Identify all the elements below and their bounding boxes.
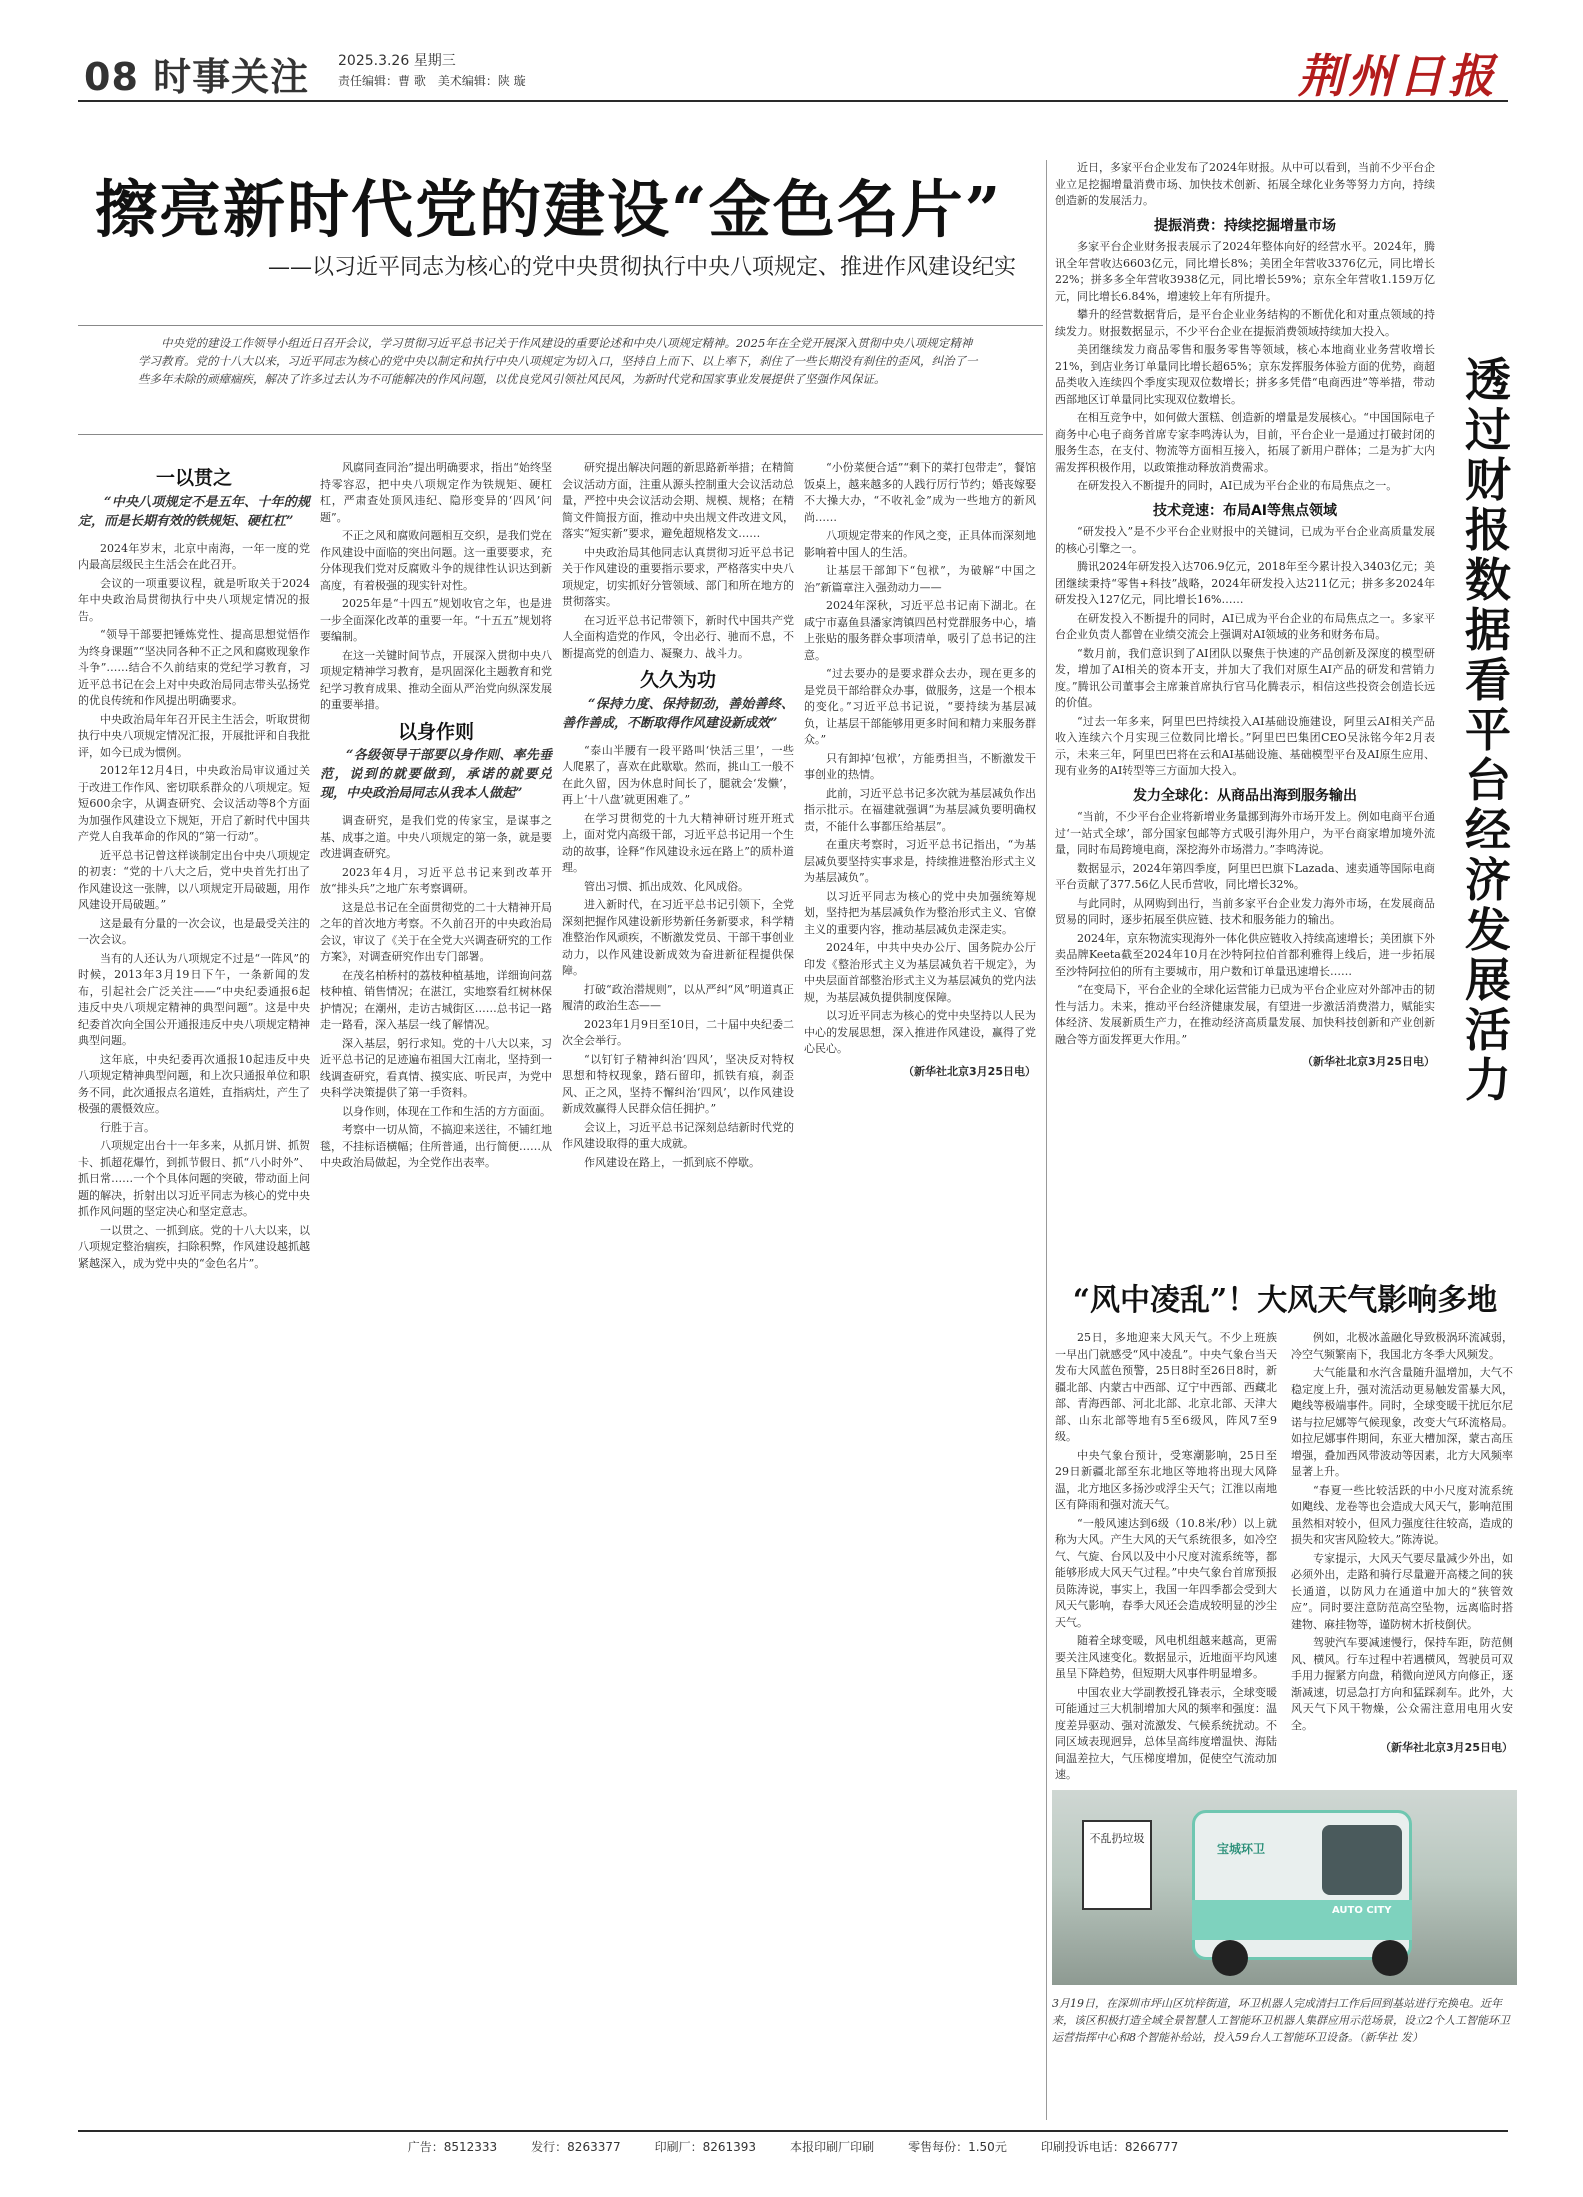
section-heading-2: 以身作则 [397, 720, 474, 743]
newspaper-masthead-logo: 荆州日报 [1298, 49, 1498, 103]
paragraph: 调查研究，是我们党的传家宝，是谋事之基、成事之道。中央八项规定的第一条，就是要改进调查研究。 [320, 814, 552, 860]
paragraph: “领导干部要把锤炼党性、提高思想觉悟作为终身课题”“坚决同各种不正之风和腐败现象作斗争”……结合不久前结束的党纪学习教育，习近平总书记在会上对中央政治局同志带头弘扬党的优良传统和作风提出明确要求。 [78, 628, 310, 707]
paragraph: 多家平台企业财务报表展示了2024年整体向好的经营水平。2024年，腾讯全年营收达6603亿元，同比增长8%；美团全年营收3376亿元，同比增长22%；拼多多全年营收3938亿元，同比增长59%；京东全年营收1.159万亿元，同比增长6.84%，增速较上年有所提升。 [1055, 240, 1435, 303]
article-column-1 [78, 460, 310, 2020]
paragraph: 八项规定带来的作风之变，正具体而深刻地影响着中国人的生活。 [804, 529, 1036, 559]
paragraph: 在相互竞争中，如何做大蛋糕、创造新的增量是发展核心。“中国国际电子商务中心电子商务首席专家李鸣涛认为，目前，平台企业一是通过打破封闭的服务生态，在支付、物流等方面相互接入，拓展了新用户群体；二是为扩大内需发挥积极作用，以政策推动释放消费需求。 [1055, 411, 1435, 474]
section-quote-1: “中央八项规定不是五年、十年的规定，而是长期有效的铁规矩、硬杠杠” [78, 494, 310, 529]
paragraph: 在重庆考察时，习近平总书记指出，“为基层减负要坚持实事求是，持续推进整治形式主义为基层减负”。 [804, 838, 1036, 884]
paragraph: 2024年深秋，习近平总书记南下湖北。在咸宁市嘉鱼县潘家湾镇四邑村党群服务中心，墙上张贴的服务群众事项清单，吸引了总书记的注意。 [804, 599, 1036, 662]
finance-vertical-headline: 透过财报数据看平台经济发展活力 [1465, 353, 1511, 1107]
paragraph: 专家提示，大风天气要尽量减少外出，如必须外出，走路和骑行尽量避开高楼之间的狭长通道，以防风力在通道中加大的“狭管效应”。同时要注意防范高空坠物，远离临时搭建物、麻挂物等，谨防树木折枝倒伏。 [1291, 1551, 1513, 1631]
column-2b-body [320, 813, 552, 1172]
paragraph: 会议上，习近平总书记深刻总结新时代党的作风建设取得的重大成就。 [562, 1120, 794, 1150]
paragraph: “数月前，我们意识到了AI团队以聚焦于快速的产品创新及深度的模型研发，增加了AI相关的资本开支，并加大了我们对原生AI产品的研发和营销力度。”腾讯公司董事会主席兼首席执行官马化腾表示，相信这些投资会创造长远的价值。 [1055, 646, 1435, 709]
paragraph: （新华社北京3月25日电） [1380, 1741, 1513, 1754]
paragraph: 研究提出解决问题的新思路新举措；在精简会议活动方面，注重从源头控制重大会议活动总量，严控中央会议活动会期、规模、规格；在精简文件简报方面，推动中央出规文件改进文风，落实“短实新”要求，避免超规格发文…… [562, 461, 794, 540]
paragraph: 数据显示，2024年第四季度，阿里巴巴旗下Lazada、速卖通等国际电商平台贡献了377.56亿人民币营收，同比增长32%。 [1055, 861, 1435, 891]
paragraph: 大气能量和水汽含量随升温增加，大气不稳定度上升，强对流活动更易触发雷暴大风，飑线等极端事件。同时，全球变暖干扰厄尔尼诺与拉尼娜等气候现象，改变大气环流格局。如拉尼娜事件期间，东亚大槽加深，蒙古高压增强，叠加西风带波动等因素，北方大风频率显著上升。 [1291, 1366, 1513, 1478]
paragraph: 让基层干部卸下“包袱”，为破解“中国之治”新篇章注入强劲动力—— [804, 564, 1036, 594]
paragraph: “研发投入”是不少平台企业财报中的关键词，已成为平台企业高质量发展的核心引擎之一。 [1055, 525, 1435, 555]
paragraph: 随着全球变暖，风电机组越来越高，更需要关注风速变化。数据显示，近地面平均风速虽呈下降趋势，但短期大风事件明显增多。 [1055, 1634, 1277, 1680]
news-photo [1052, 1790, 1517, 1985]
column-4-body [804, 460, 1036, 1080]
wind-headline: “风中凌乱”！大风天气影响多地 [1072, 1283, 1498, 1318]
paragraph: 中国农业大学副教授孔锋表示，全球变暖可能通过三大机制增加大风的频率和强度：温度差异驱动、强对流激发、气候系统扰动。不同区域表现迥异，总体呈高纬度增温快、海陆间温差拉大，气压梯度增加，促使空气流动加速。 [1055, 1685, 1277, 1781]
sanitation-robot-cab [1322, 1825, 1402, 1895]
paragraph: 在习近平总书记带领下，新时代中国共产党人全面构造党的作风，令出必行、驰而不息，不断提高党的创造力、凝聚力、战斗力。 [562, 613, 794, 660]
paragraph: 美团继续发力商品零售和服务零售等领域，核心本地商业业务营收增长21%，到店业务订单量同比增长超65%；京东发挥服务体验方面的优势，商超品类收入连续四个季度实现双位数增长；拼多多凭借“电商西进”等举措，带动西部地区订单量同比实现双位数增长。 [1055, 343, 1435, 406]
article-column-4 [804, 460, 1036, 2000]
paragraph: 以身作则，体现在工作和生活的方方面面。 [342, 1104, 551, 1118]
wind-column-2 [1291, 1330, 1513, 1759]
paragraph: “一般风速达到6级（10.8米/秒）以上就称为大风。产生大风的天气系统很多，如冷空气、气旋、台风以及中小尺度对流系统等，都能够形成大风天气过程。”中央气象台首席预报员陈涛说，事实上，我国一年四季都会受到大风天气影响，春季大风还会造成较明显的沙尘天气。 [1055, 1516, 1277, 1629]
paragraph: 中央政治局其他同志认真贯彻习近平总书记关于作风建设的重要指示要求，严格落实中央八项规定，切实抓好分管领域、部门和所在地方的贯彻落实。 [562, 545, 794, 608]
paragraph: 打破“政治潜规则”，以从严纠“风”明道真正履清的政治生态—— [562, 982, 794, 1012]
paragraph: 与此同时，从网购到出行，当前多家平台企业发力海外市场，在发展商品贸易的同时，逐步拓展至供应链、技术和服务能力的输出。 [1055, 896, 1435, 926]
robot-brand-logo: 宝城环卫 [1217, 1842, 1266, 1856]
photo-caption: 3月19日，在深圳市坪山区坑梓街道，环卫机器人完成清扫工作后回到基站进行充换电。近年来，该区积极打造全域全景智慧人工智能环卫机器人集群应用示范场景，设立2个人工智能环卫运营指挥中心和8个智能补给站，投入59台人工智能环卫设备。（新华社 发） [1052, 1997, 1510, 2044]
paragraph: “春夏一些比较活跃的中小尺度对流系统如飑线、龙卷等也会造成大风天气，影响范围虽然相对较小，但风力强度往往较高，造成的损失和灾害风险较大。”陈涛说。 [1291, 1483, 1513, 1546]
paragraph: 作风建设在路上，一抓到底不停歇。 [584, 1155, 760, 1169]
section-quote-3: “保持力度、保持韧劲，善始善终、善作善成，不断取得作风建设新成效” [562, 696, 794, 731]
paragraph: （新华社北京3月25日电） [903, 1064, 1036, 1078]
paragraph: 中央政治局年年召开民主生活会，听取贯彻执行中央八项规定情况汇报，开展批评和自我批评，如今已成为惯例。 [78, 712, 310, 759]
paragraph: 不正之风和腐败问题相互交织，是我们党在作风建设中面临的突出问题。这一重要要求，充分体现我们党对反腐败斗争的规律性认识达到新高度，有着极强的现实针对性。 [320, 529, 552, 592]
paragraph: 深入基层，躬行求知。党的十八大以来，习近平总书记的足迹遍布祖国大江南北，坚持到一线调查研究，看真情、摸实底、听民声，为党中央科学决策提供了第一手资料。 [320, 1036, 552, 1099]
editor-credits: 责任编辑：曹 歌 美术编辑：陕 璇 [338, 74, 526, 88]
column-divider [1046, 160, 1047, 2120]
paragraph: “过去一年多来，阿里巴巴持续投入AI基础设施建设，阿里云AI相关产品收入连续六个月实现三位数同比增长。”阿里巴巴集团CEO吴泳铭今年2月表示，未来三年，阿里巴巴将在云和AI基础设施、基础模型平台及AI原生应用、现有业务的AI转型等三方面加大投入。 [1055, 714, 1435, 777]
paragraph: 当有的人还认为八项规定不过是“一阵风”的时候，2013年3月19日下午，一条新闻的发布，引起社会广泛关注——“中央纪委通报6起违反中央八项规定精神的典型问题”。这是中央纪委首次向全国公开通报违反中央八项规定精神典型问题。 [78, 951, 310, 1047]
paragraph: “泰山半腰有一段平路叫‘快活三里’，一些人爬累了，喜欢在此歇歇。然而，挑山工一般不在此久留，因为休息时间长了，腿就会‘发懒’，再上‘十八盘’就更困难了。” [562, 743, 794, 806]
paragraph: 在学习贯彻党的十九大精神研讨班开班式上，面对党内高级干部，习近平总书记用一个生动的故事，诠释“作风建设永远在路上”的质朴道理。 [562, 811, 794, 874]
page-header [78, 40, 1508, 102]
footer-complaint-phone: 印刷投诉电话：8266777 [1040, 2140, 1179, 2154]
paragraph: 中央气象台预计，受寒潮影响，25日至29日新疆北部至东北地区等地将出现大风降温，北方地区多扬沙或浮尘天气；江淮以南地区有降雨和强对流天气。 [1055, 1448, 1277, 1511]
finance-section-3-body [1055, 809, 1435, 1071]
paragraph: 管出习惯、抓出成效、化风成俗。 [584, 879, 749, 893]
article-column-2 [320, 460, 552, 2020]
paragraph: 在研发投入不断提升的同时，AI已成为平台企业的布局焦点之一。多家平台企业负责人都曾在业绩交流会上强调对AI领域的业务和财务布局。 [1055, 611, 1435, 641]
paragraph: 进入新时代，在习近平总书记引领下，全党深刻把握作风建设新形势新任务新要求，科学精准整治作风顽疾，不断激发党员、干部干事创业动力，以作风建设新成效为奋进新征程提供保障。 [562, 898, 794, 977]
wheel-icon [1372, 1940, 1408, 1976]
footer-printer-credit: 本报印刷厂印刷 [790, 2140, 875, 2154]
paragraph: 只有卸掉‘包袱’，方能勇担当，不断激发干事创业的热情。 [804, 751, 1036, 781]
paragraph: 2023年1月9日至10日，二十届中央纪委二次全会举行。 [562, 1017, 794, 1047]
wind-column-1 [1055, 1330, 1277, 1786]
footer-retail-price: 零售每份：1.50元 [908, 2140, 1007, 2154]
footer-distribution-phone: 发行：8263377 [531, 2140, 621, 2154]
column-3b-body [562, 743, 794, 1172]
paragraph: （新华社北京3月25日电） [1302, 1055, 1435, 1068]
wind-article [1055, 1330, 1515, 1781]
paragraph: 攀升的经营数据背后，是平台企业业务结构的不断优化和对重点领域的持续发力。财报数据显示，不少平台企业在提振消费领域持续加大投入。 [1055, 308, 1435, 338]
paragraph: 例如，北极冰盖融化导致极涡环流减弱，冷空气频繁南下，我国北方冬季大风频发。 [1291, 1331, 1513, 1361]
finance-subheading-2: 技术竞速：布局AI等焦点领域 [1152, 502, 1338, 519]
paragraph: 此前，习近平总书记多次就为基层减负作出指示批示。在福建就强调“为基层减负要明确权责，不能什么事都压给基层”。 [804, 786, 1036, 833]
finance-subheading-1: 提振消费：持续挖掘增量市场 [1154, 217, 1336, 234]
paragraph: “以钉钉子精神纠治‘四风’，坚决反对特权思想和特权现象，踏石留印，抓铁有痕，刹歪风、正之风，坚持不懈纠治‘四风’，以作风建设新成效赢得人民群众信任拥护。” [562, 1052, 794, 1115]
paragraph: 在这一关键时间节点，开展深入贯彻中央八项规定精神学习教育，是巩固深化主题教育和党纪学习教育成果、推动全面从严治党向纵深发展的重要举措。 [320, 648, 552, 711]
paragraph: 2025年是“十四五”规划收官之年，也是进一步全面深化改革的重要一年。“十五五”规划将要编制。 [320, 597, 552, 643]
finance-subheading-3: 发力全球化：从商品出海到服务输出 [1133, 787, 1357, 804]
paragraph: “在变局下，平台企业的全球化运营能力已成为平台企业应对外部冲击的韧性与活力。未来，推动平台经济健康发展，有望进一步激活消费潜力，赋能实体经济、发展新质生产力，在推动经济高质量发展、加快科技创新和产业创新融合等方面发挥更大作用。” [1055, 983, 1435, 1046]
paragraph: 这是总书记在全面贯彻党的二十大精神开局之年的首次地方考察。不久前召开的中央政治局会议，审议了《关于在全党大兴调查研究的工作方案》，对调查研究作出专门部署。 [320, 900, 552, 963]
section-heading-1: 一以贯之 [155, 467, 232, 489]
paragraph: 这是最有分量的一次会议，也是最受关注的一次会议。 [78, 916, 310, 946]
street-sign: 不乱扔垃圾 [1082, 1820, 1152, 1910]
paragraph: 2023年4月，习近平总书记来到改革开放“排头兵”之地广东考察调研。 [320, 865, 552, 895]
lead-box [78, 325, 1043, 435]
paragraph: 一以贯之、一抓到底。党的十八大以来，以八项规定整治痼疾，扫除积弊，作风建设越抓越紧越深入，成为党中央的“金色名片”。 [78, 1223, 310, 1270]
section-heading-3: 久久为功 [639, 669, 716, 691]
paragraph: 驾驶汽车要减速慢行，保持车距，防范侧风、横风。行车过程中若遇横风，驾驶员可双手用力握紧方向盘，稍微向逆风方向修正，逐渐减速，切忌急打方向和猛踩刹车。此外，大风天气下风干物燥，公众需注意用电用火安全。 [1291, 1636, 1513, 1732]
paragraph: 在研发投入不断提升的同时，AI已成为平台企业的布局焦点之一。 [1077, 479, 1398, 492]
article-column-3 [562, 460, 794, 2020]
column-2-body [320, 460, 552, 714]
footer-printer-phone: 印刷厂：8261393 [654, 2140, 757, 2154]
column-1-body [78, 541, 310, 1273]
main-headline: 擦亮新时代党的建设“金色名片” [95, 173, 1003, 246]
lead-paragraph: 中央党的建设工作领导小组近日召开会议，学习贯彻习近平总书记关于作风建设的重要论述和中央八项规定精神。2025年在全党开展深入贯彻中央八项规定精神学习教育。党的十八大以来，习近平同志为核心的党中央以制定和执行中央八项规定为切入口，坚持自上而下、以上率下，刹住了一些长期没有刹住的歪风，纠治了一些多年未除的顽瘴痼疾，解决了许多过去认为不可能解决的作风问题，以优良党风引领社风民风，为新时代党和国家事业发展提供了坚强作风保证。 [138, 336, 978, 386]
paragraph: 2024年岁末，北京中南海，一年一度的党内最高层级民主生活会在此召开。 [78, 541, 310, 571]
paragraph: 2012年12月4日，中央政治局审议通过关于改进工作作风、密切联系群众的八项规定。短短600余字，从调查研究、会议活动等8个方面为加强作风建设立下规矩，开启了新时代中国共产党人自我革命的作风的“第一行动”。 [78, 764, 310, 843]
issue-date: 2025.3.26 星期三 [338, 53, 456, 69]
auto-city-logo: AUTO CITY [1332, 1905, 1392, 1916]
finance-section-2-body [1055, 524, 1435, 780]
column-3-body [562, 460, 794, 662]
paragraph: 这年底，中央纪委再次通报10起违反中央八项规定精神典型问题，和上次只通报单位和职务不同，此次通报点名道姓，直指病灶，产生了极强的震慑效应。 [78, 1052, 310, 1115]
paragraph: 会议的一项重要议程，就是听取关于2024年中央政治局贯彻执行中央八项规定情况的报告。 [78, 576, 310, 623]
paragraph: 25日，多地迎来大风天气。不少上班族一早出门就感受“风中凌乱”。中央气象台当天发布大风蓝色预警，25日8时至26日8时，新疆北部、内蒙古中西部、辽宁中西部、西藏北部、青海西部、河北北部、北京北部、天津大部、山东北部等地有5至6级风，阵风7至9级。 [1055, 1331, 1277, 1443]
paragraph: 2024年，京东物流实现海外一体化供应链收入持续高速增长；美团旗下外卖品牌Keeta截至2024年10月在沙特阿拉伯首都利雅得上线后，进一步拓展至沙特阿拉伯的所有主要城市，用户数和订单量迅速增长…… [1055, 931, 1435, 978]
finance-article [1055, 160, 1435, 1073]
paragraph: 2024年，中共中央办公厅、国务院办公厅印发《整治形式主义为基层减负若干规定》，为中央层面首部整治形式主义为基层减负的党内法规，为基层减负提供制度保障。 [804, 941, 1036, 1004]
main-subheadline: ——以习近平同志为核心的党中央贯彻执行中央八项规定、推进作风建设纪实 [268, 255, 1017, 280]
paragraph: 近平总书记曾这样谈制定出台中央八项规定的初衷：“党的十八大之后，党中央首先打出了作风建设这一张牌，以八项规定开局破题，用作风建设开局破题。” [78, 848, 310, 911]
section-quote-2: “各级领导干部要以身作则、率先垂范，说到的就要做到，承诺的就要兑现，中央政治局同志从我本人做起” [320, 748, 552, 801]
paragraph: 考察中一切从简，不搞迎来送往，不铺红地毯，不挂标语横幅；住所普通，出行简便……从中央政治局做起，为全党作出表率。 [320, 1123, 552, 1169]
finance-intro: 近日，多家平台企业发布了2024年财报。从中可以看到，当前不少平台企业立足挖掘增量消费市场、加快技术创新、拓展全球化业务等努力方向，持续创造新的发展活力。 [1055, 161, 1435, 207]
paragraph: 风腐同查同治”提出明确要求，指出“始终坚持零容忍，把中央八项规定作为铁规矩、硬杠杠，严肃查处顶风违纪、隐形变异的‘四风’问题”。 [320, 461, 552, 524]
page-number: 08 时事关注 [84, 55, 310, 99]
paragraph: 八项规定出台十一年多来，从抓月饼、抓贺卡、抓超花爆竹，到抓节假日、抓“八小时外”、抓日常……一个个具体问题的突破，带动面上问题的解决，折射出以习近平同志为核心的党中央抓作风问题的坚定决心和坚定意志。 [78, 1139, 310, 1218]
paragraph: 以习近平同志为核心的党中央加强统筹规划，坚持把为基层减负作为整治形式主义、官僚主义的重要内容，推动基层减负走深走实。 [804, 889, 1036, 936]
paragraph: 行胜于言。 [100, 1120, 155, 1134]
footer-ad-phone: 广告：8512333 [407, 2140, 498, 2154]
paragraph: “小份菜便合适”“剩下的菜打包带走”，餐馆饭桌上，越来越多的人践行厉行节约；婚丧嫁娶不大操大办，“不收礼金”成为一些地方的新风尚…… [804, 461, 1036, 524]
page-footer [78, 2130, 1508, 2155]
paragraph: 以习近平同志为核心的党中央坚持以人民为中心的发展思想，深入推进作风建设，赢得了党心民心。 [804, 1009, 1036, 1055]
paragraph: “当前，不少平台企业将新增业务量挪到海外市场开发上。例如电商平台通过‘一站式全球’，部分国家包邮等方式吸引海外用户，为平台商家增加境外流量，同时布局跨境电商，深挖海外市场潜力。”李鸣涛说。 [1055, 810, 1435, 856]
paragraph: “过去要办的是要求群众去办，现在更多的是党员干部给群众办事，做服务，这是一个根本的变化。”习近平总书记说，“要持续为基层减负，让基层干部能够用更多时间和精力来服务群众。” [804, 667, 1036, 746]
finance-section-1-body [1055, 239, 1435, 495]
paragraph: 腾讯2024年研发投入达706.9亿元，2018年至今累计投入3403亿元；美团继续秉持“零售+科技”战略，2024年研发投入达211亿元；拼多多2024年研发投入127亿元，同比增长16%…… [1055, 560, 1435, 606]
wheel-icon [1212, 1940, 1248, 1976]
paragraph: 在茂名柏桥村的荔枝种植基地，详细询问荔枝种植、销售情况；在湛江，实地察看红树林保护情况；在潮州，走访古城街区……总书记一路走一路看，深入基层一线了解情况。 [320, 968, 552, 1031]
